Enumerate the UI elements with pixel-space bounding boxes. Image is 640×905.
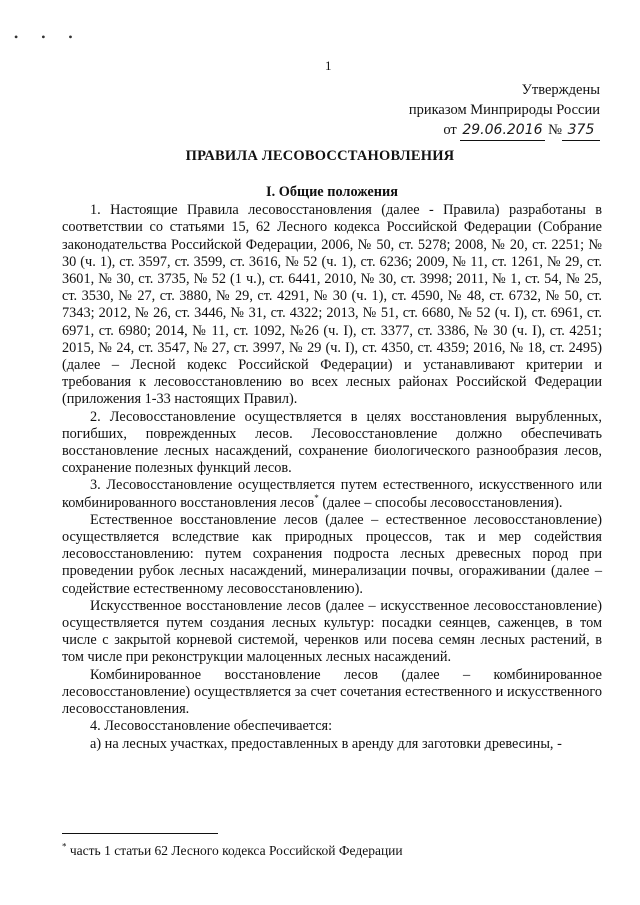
scan-marks: • • • [14,30,83,44]
section-heading: I. Общие положения [266,184,398,200]
handwritten-date: 29.06.2016 [462,122,543,138]
number-field [562,120,600,141]
approval-block [409,80,600,141]
paragraph-2: 2. Лесовосстановление осуществляется в целях восстановления вырубленных, погибших, поврежденных лесов. Лесовосстановление должно обеспечивать восстановление лесных насаждений, сохранение биологического разнообразия лесов, сохранение полезных функций лесов. [62,408,602,477]
footnote [62,843,403,859]
footnote-divider [62,833,218,834]
page-number: 1 [325,58,332,73]
paragraph-natural-restoration: Естественное восстановление лесов (далее – естественное лесовосстановление) осуществляется вследствие как природных процессов, так и мер содействия лесовосстановлению: путем сохранения подроста лесных древесных пород при проведении рубок лесных насаждений, минерализации почвы, огораживании (далее – содействие естественному лесовосстановлению). [62,511,602,597]
paragraph-3 [62,477,602,511]
document-title: ПРАВИЛА ЛЕСОВОССТАНОВЛЕНИЯ [185,148,455,164]
document-body [62,184,602,753]
handwritten-number: 375 [567,122,595,138]
number-prefix: № [548,122,562,138]
date-field [460,120,544,141]
approved-label: Утверждены [521,82,600,98]
paragraph-3-text: 3. Лесовосстановление осуществляется путем естественного, искусственного или комбинированного восстановления лесов [62,477,602,511]
from-prefix: от [443,122,457,138]
paragraph-1: 1. Настоящие Правила лесовосстановления (далее - Правила) разработаны в соответствии со статьями 15, 62 Лесного кодекса Российской Федерации (Собрание законодательства Российской Федерации, 2006, № 50, ст. 5278; 2008, № 20, ст. 2251; № 30 (ч. 1), ст. 3597, ст. 3599, ст. 3616, № 52 (ч. 1), ст. 6236; 2009, № 11, ст. 1261, № 29, ст. 3601, № 30, ст. 3735, № 52 (1 ч.), ст. 6441, 2010, № 30, ст. 3998; 2011, № 1, ст. 54, № 25, ст. 3530, № 27, ст. 3880, № 29, ст. 4291, № 30 (ч. 1), ст. 4590, № 48, ст. 6732, № 50, ст. 7343; 2012, № 26, ст. 3446, № 31, ст. 4322; 2013, № 51, ст. 6680, № 52 (ч. I), ст. 6961, ст. 6971, ст. 6980; 2014, № 11, ст. 1092, №26 (ч. I), ст. 3377, ст. 3386, № 30 (ч. I), ст. 4251; 2015, № 24, ст. 3547, № 27, ст. 3997, № 29 (ч. I), ст. 4350, ст. 4359; 2016, № 18, ст. 2495) (далее – Лесной кодекс Российской Федерации) и устанавливают критерии и требования к лесовосстановлению во всех лесных районах Российской Федерации (приложения 1-33 настоящих Правил). [62,202,602,408]
footnote-mark: * [62,841,67,852]
footnote-text: часть 1 статьи 62 Лесного кодекса Российской Федерации [66,843,403,858]
paragraph-4: 4. Лесовосстановление обеспечивается: [90,718,333,735]
paragraph-3-text-end: (далее – способы лесовосстановления). [318,494,563,511]
footnote-reference[interactable]: * [314,492,319,503]
paragraph-4a: а) на лесных участках, предоставленных в аренду для заготовки древесины, - [90,735,562,752]
order-date-line [409,120,600,141]
paragraph-artificial-restoration: Искусственное восстановление лесов (далее – искусственное лесовосстановление) осуществляется путем создания лесных культур: посадки сеянцев, саженцев, в том числе с закрытой корневой системой, черенков или посева семян лесных растений, в том числе при реконструкции малоценных лесных насаждений. [62,597,602,666]
order-label: приказом Минприроды России [408,102,600,118]
paragraph-combined-restoration: Комбинированное восстановление лесов (далее – комбинированное лесовосстановление) осуществляется за счет сочетания естественного и искусственного лесовосстановления. [62,666,602,718]
